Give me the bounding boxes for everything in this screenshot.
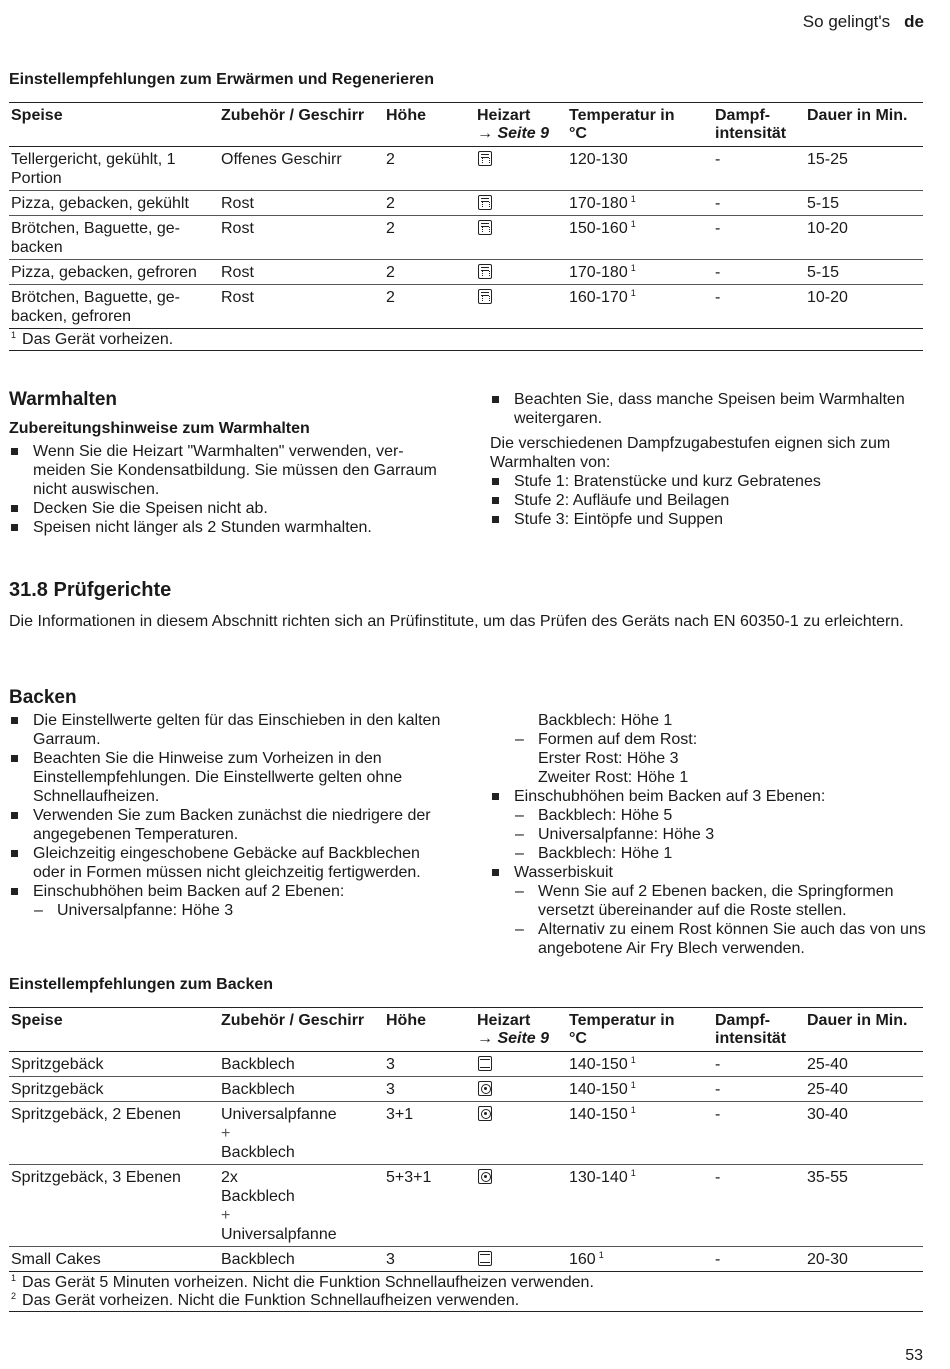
footnote: $^1$ Das Gerät 5 Minuten vorheizen. Nicht die Funktion Schnellaufheizen verwenden.	[11, 1273, 594, 1291]
col-speise: Speise	[11, 107, 63, 124]
hot-air-icon	[478, 1106, 492, 1121]
sub-list-item: – Wenn Sie auf 2 Ebenen backen, die Springformen versetzt übereinander auf die Roste stellen.	[514, 882, 926, 920]
list-item: Beachten Sie die Hinweise zum Vorheizen in den Einstellempfehlungen. Die Einstellwerte gelten ohne Schnellaufheizen.	[9, 749, 449, 806]
sub-list-item: – Formen auf dem Rost: Erster Rost: Höhe 3 Zweiter Rost: Höhe 1	[514, 730, 926, 787]
list-item: Stufe 3: Eintöpfe und Suppen	[490, 510, 926, 529]
col-zubehoer: Zubehör / Geschirr	[221, 107, 365, 124]
col-dampf: Dampf- intensität	[715, 1012, 787, 1047]
table-row: Spritzgebäck, 2 Ebenen Universalpfanne + Backblech 3+1 140-150 $^1$ - 30-40	[9, 1102, 923, 1165]
backen-left-column	[9, 711, 449, 920]
sub-list-item: – Backblech: Höhe 5	[514, 806, 926, 825]
hot-air-icon	[478, 1081, 492, 1096]
footnote-ref: 1	[630, 263, 636, 273]
steam-heat-icon	[478, 289, 492, 304]
list-item: Wasserbiskuit – Wenn Sie auf 2 Ebenen backen, die Springformen versetzt übereinander auf die Roste stellen. – Alternativ zu einem Rost können Sie auch das von uns angebotene Air Fry Blech verwenden.	[490, 863, 926, 958]
steam-heat-icon	[478, 195, 492, 210]
page-number: 53	[905, 1347, 923, 1364]
sub-list-item: – Universalpfanne: Höhe 3	[514, 825, 926, 844]
footnote: $^2$ Das Gerät vorheizen. Nicht die Funktion Schnellaufheizen verwenden.	[11, 1291, 520, 1309]
list-item: Speisen nicht länger als 2 Stunden warmhalten.	[9, 518, 449, 537]
steam-heat-icon	[478, 151, 492, 166]
footnote-ref: 1	[630, 1105, 636, 1115]
table-row: Spritzgebäck, 3 Ebenen 2x Backblech + Universalpfanne 5+3+1 130-140 $^1$ - 35-55	[9, 1165, 923, 1247]
table-row: Small Cakes Backblech 3 160 $^1$ - 20-30	[9, 1247, 923, 1272]
table-erwaermen	[9, 102, 923, 351]
header-section: So gelingt's	[802, 12, 891, 31]
col-dauer: Dauer in Min.	[807, 107, 908, 124]
col-heizart: Heizart → Seite 9	[477, 107, 550, 142]
sub-list-item: – Universalpfanne: Höhe 3	[33, 901, 449, 920]
col-dauer: Dauer in Min.	[807, 1012, 908, 1029]
table-footnote: $^1$ Das Gerät vorheizen.	[9, 329, 923, 351]
table-header-row	[9, 1008, 923, 1052]
footnote-ref: 1	[630, 1168, 636, 1178]
table-row: Pizza, gebacken, gefroren Rost 2 170-180 $^1$ - 5-15	[9, 260, 923, 285]
table-header-row	[9, 103, 923, 147]
steam-heat-icon	[478, 264, 492, 279]
list-item: Beachten Sie, dass manche Speisen beim Warmhalten weitergaren.	[490, 390, 926, 428]
col-temperatur: Temperatur in °C	[569, 1012, 675, 1047]
col-dampf: Dampf- intensität	[715, 107, 787, 142]
col-temperatur: Temperatur in °C	[569, 107, 675, 142]
table-row: Spritzgebäck Backblech 3 140-150 $^1$ - 25-40	[9, 1077, 923, 1102]
list-item: Wenn Sie die Heizart "Warmhalten" verwenden, vermeiden Sie Kondensatbildung. Sie müssen den Garraum nicht auswischen.	[9, 442, 449, 499]
list-item: Die Einstellwerte gelten für das Einschieben in den kalten Garraum.	[9, 711, 449, 749]
section-heading	[9, 581, 171, 600]
section-number: 31.8	[9, 579, 48, 601]
warmhalten-subheading: Zubereitungshinweise zum Warmhalten	[9, 420, 310, 437]
table-row: Pizza, gebacken, gekühlt Rost 2 170-180 $^1$ - 5-15	[9, 191, 923, 216]
warmhalten-intro: Die verschiedenen Dampfzugabestufen eignen sich zum Warmhalten von:	[490, 435, 891, 471]
col-hoehe: Höhe	[386, 107, 426, 124]
sub-list-item: – Alternativ zu einem Rost können Sie auch das von uns angebotene Air Fry Blech verwenden.	[514, 920, 926, 958]
top-bottom-heat-icon	[478, 1056, 492, 1071]
table-row: Tellergericht, gekühlt, 1 Portion Offenes Geschirr 2 120-130 - 15-25	[9, 147, 923, 191]
list-item: Verwenden Sie zum Backen zunächst die niedrigere der angegebenen Temperaturen.	[9, 806, 449, 844]
col-zubehoer: Zubehör / Geschirr	[221, 1012, 365, 1029]
steam-heat-icon	[478, 220, 492, 235]
table2-title: Einstellempfehlungen zum Backen	[9, 976, 274, 993]
footnote-ref: 1	[630, 288, 636, 298]
top-bottom-heat-icon	[478, 1251, 492, 1266]
warmhalten-right-column	[490, 390, 926, 529]
list-item: Einschubhöhen beim Backen auf 2 Ebenen: – Universalpfanne: Höhe 3	[9, 882, 449, 920]
table-backen	[9, 1007, 923, 1312]
warmhalten-list-left	[9, 442, 449, 537]
col-heizart: Heizart → Seite 9	[477, 1012, 550, 1047]
running-header	[803, 12, 924, 31]
table-row: Brötchen, Baguette, gebacken Rost 2 150-160 $^1$ - 10-20	[9, 216, 923, 260]
footnote-ref: 1	[630, 1055, 636, 1065]
footnote-ref: 1	[598, 1250, 604, 1260]
table-row: Spritzgebäck Backblech 3 140-150 $^1$ - 25-40	[9, 1052, 923, 1077]
section-title: Prüfgerichte	[53, 579, 172, 601]
table-footnotes	[9, 1272, 923, 1312]
col-speise: Speise	[11, 1012, 63, 1029]
list-item: Gleichzeitig eingeschobene Gebäcke auf Backblechen oder in Formen müssen nicht gleichzeitig fertigwerden.	[9, 844, 449, 882]
sub-list-item: – Backblech: Höhe 1	[514, 844, 926, 863]
section-intro: Die Informationen in diesem Abschnitt richten sich an Prüfinstitute, um das Prüfen des Geräts nach EN 60350-1 zu erleichtern.	[9, 613, 904, 630]
backen-heading: Backen	[9, 687, 77, 708]
list-item: Stufe 1: Bratenstücke und kurz Gebratenes	[490, 472, 926, 491]
footnote-ref: 1	[630, 219, 636, 229]
backen-right-column	[490, 711, 926, 958]
col-hoehe: Höhe	[386, 1012, 426, 1029]
list-item: Stufe 2: Aufläufe und Beilagen	[490, 491, 926, 510]
table1-title: Einstellempfehlungen zum Erwärmen und Regenerieren	[9, 71, 434, 88]
header-language: de	[904, 12, 924, 31]
page-reference: → Seite 9	[477, 125, 550, 142]
list-item: Decken Sie die Speisen nicht ab.	[9, 499, 449, 518]
warmhalten-heading: Warmhalten	[9, 389, 118, 410]
footnote-ref: 1	[630, 1080, 636, 1090]
footnote-ref: 1	[630, 194, 636, 204]
list-item: Einschubhöhen beim Backen auf 3 Ebenen: – Backblech: Höhe 5 – Universalpfanne: Höhe 3 – Backblech: Höhe 1	[490, 787, 926, 863]
table-row: Brötchen, Baguette, gebacken, gefroren Rost 2 160-170 $^1$ - 10-20	[9, 285, 923, 329]
hot-air-icon	[478, 1169, 492, 1184]
sub-list-continued: Backblech: Höhe 1	[538, 712, 673, 729]
page-reference: → Seite 9	[477, 1030, 550, 1047]
